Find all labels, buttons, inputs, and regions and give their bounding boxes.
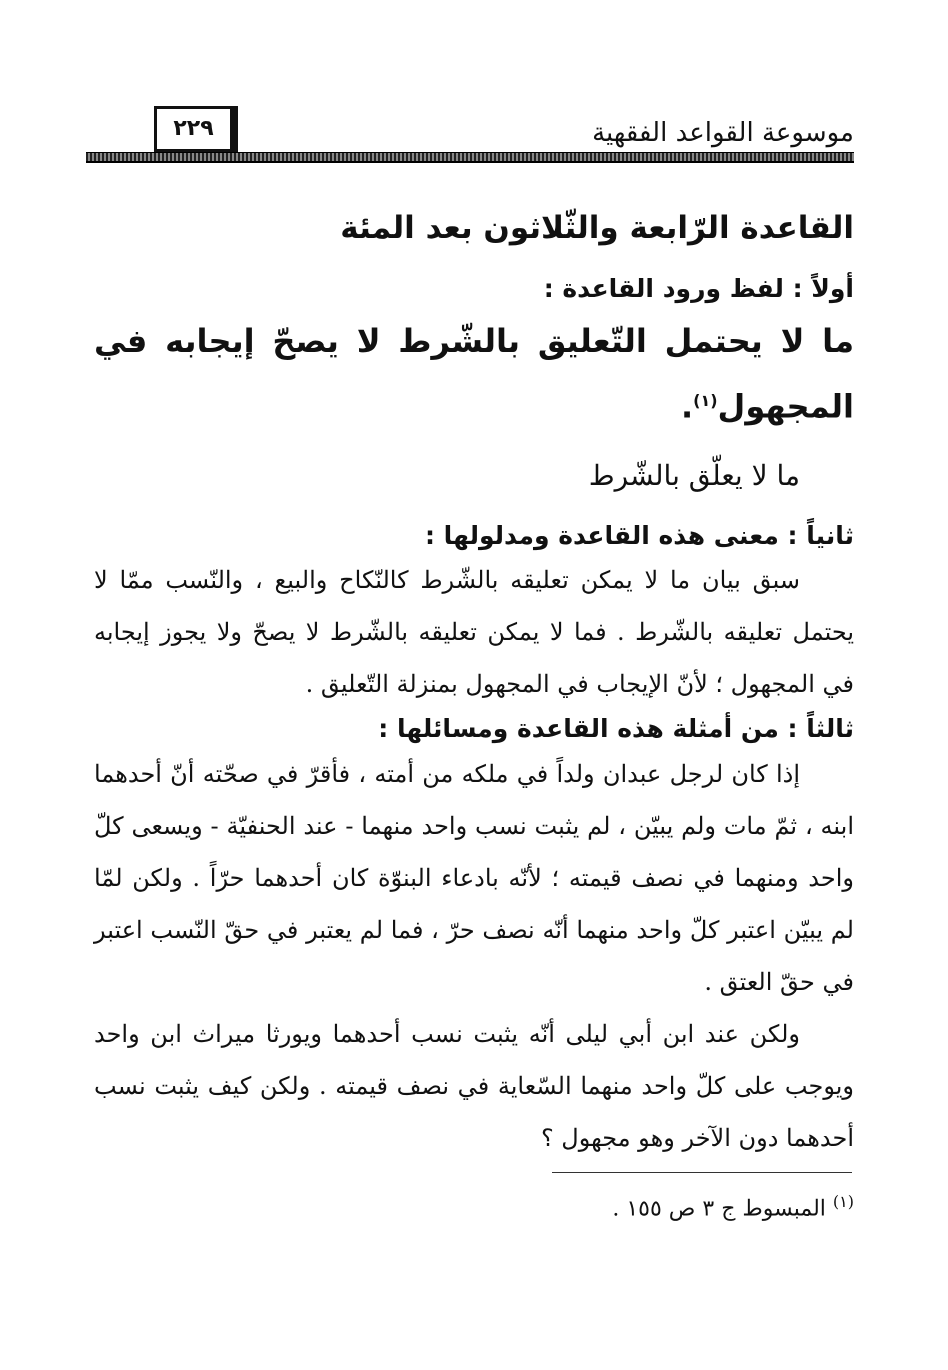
example-paragraph-2: ولكن عند ابن أبي ليلى أنّه يثبت نسب أحدهما ويورثا ميراث ابن واحد ويوجب على كلّ واحد منهما السّعاية في نصف قيمته . ولكن كيف يثبت نسب أحدهما دون الآخر وهو مجهول ؟ [94, 1019, 854, 1152]
example-paragraph-1: إذا كان لرجل عبدان ولداً في ملكه من أمته ، فأقرّ في صحّته أنّ أحدهما ابنه ، ثمّ مات ولم يبيّن ، لم يثبت نسب واحد منهما - عند الحنفيّة - ويسعى كلّ واحد ومنهما في نصف قيمته ؛ لأنّه بادعاء البنوّة كان أحدهما حرّاً . ولكن لمّا لم يبيّن اعتبر كلّ واحد منهما أنّه نصف حرّ ، فما لم يعتبر في حقّ النّسب اعتبر في حقّ العتق . [94, 759, 854, 996]
footnote-divider [552, 1172, 852, 1173]
alternate-wording: ما لا يعلّق بالشّرط [588, 458, 800, 492]
footnote-marker: (١) [832, 1192, 854, 1211]
rule-heading: القاعدة الرّابعة والثّلاثون بعد المئة [340, 210, 854, 246]
footnote [612, 1192, 854, 1221]
page-header [86, 100, 854, 164]
section-title-wording: أولاً : لفظ ورود القاعدة : [543, 273, 854, 303]
section-meaning [94, 517, 854, 711]
page-number: ٢٢٩ [154, 106, 238, 152]
meaning-paragraph: سبق بيان ما لا يمكن تعليقه بالشّرط كالنّكاح والبيع ، والنّسب ممّا لا يحتمل تعليقه بالشّرط . فما لا يمكن تعليقه بالشّرط لا يصحّ ولا يجوز إيجابه في المجهول ؛ لأنّ الإيجاب في المجهول بمنزلة التّعليق . [94, 566, 854, 699]
rule-statement: ما لا يحتمل التّعليق بالشّرط لا يصحّ إيجابه في المجهول$^{(١)}$. [94, 322, 854, 426]
rule-statement-text: ما لا يحتمل التّعليق بالشّرط لا يصحّ إيجابه في المجهول [94, 322, 854, 426]
page-content [94, 205, 854, 1164]
section-wording [94, 270, 854, 497]
section-title-meaning: ثانياً : معنى هذه القاعدة ومدلولها : [424, 520, 854, 550]
section-examples [94, 710, 854, 1164]
footnote-text: المبسوط ج ٣ ص ١٥٥ . [612, 1196, 826, 1222]
header-divider [86, 152, 854, 163]
section-title-examples: ثالثاً : من أمثلة هذه القاعدة ومسائلها : [378, 714, 854, 744]
footnote-reference: (١) [693, 391, 718, 410]
book-title: موسوعة القواعد الفقهية [592, 118, 854, 148]
